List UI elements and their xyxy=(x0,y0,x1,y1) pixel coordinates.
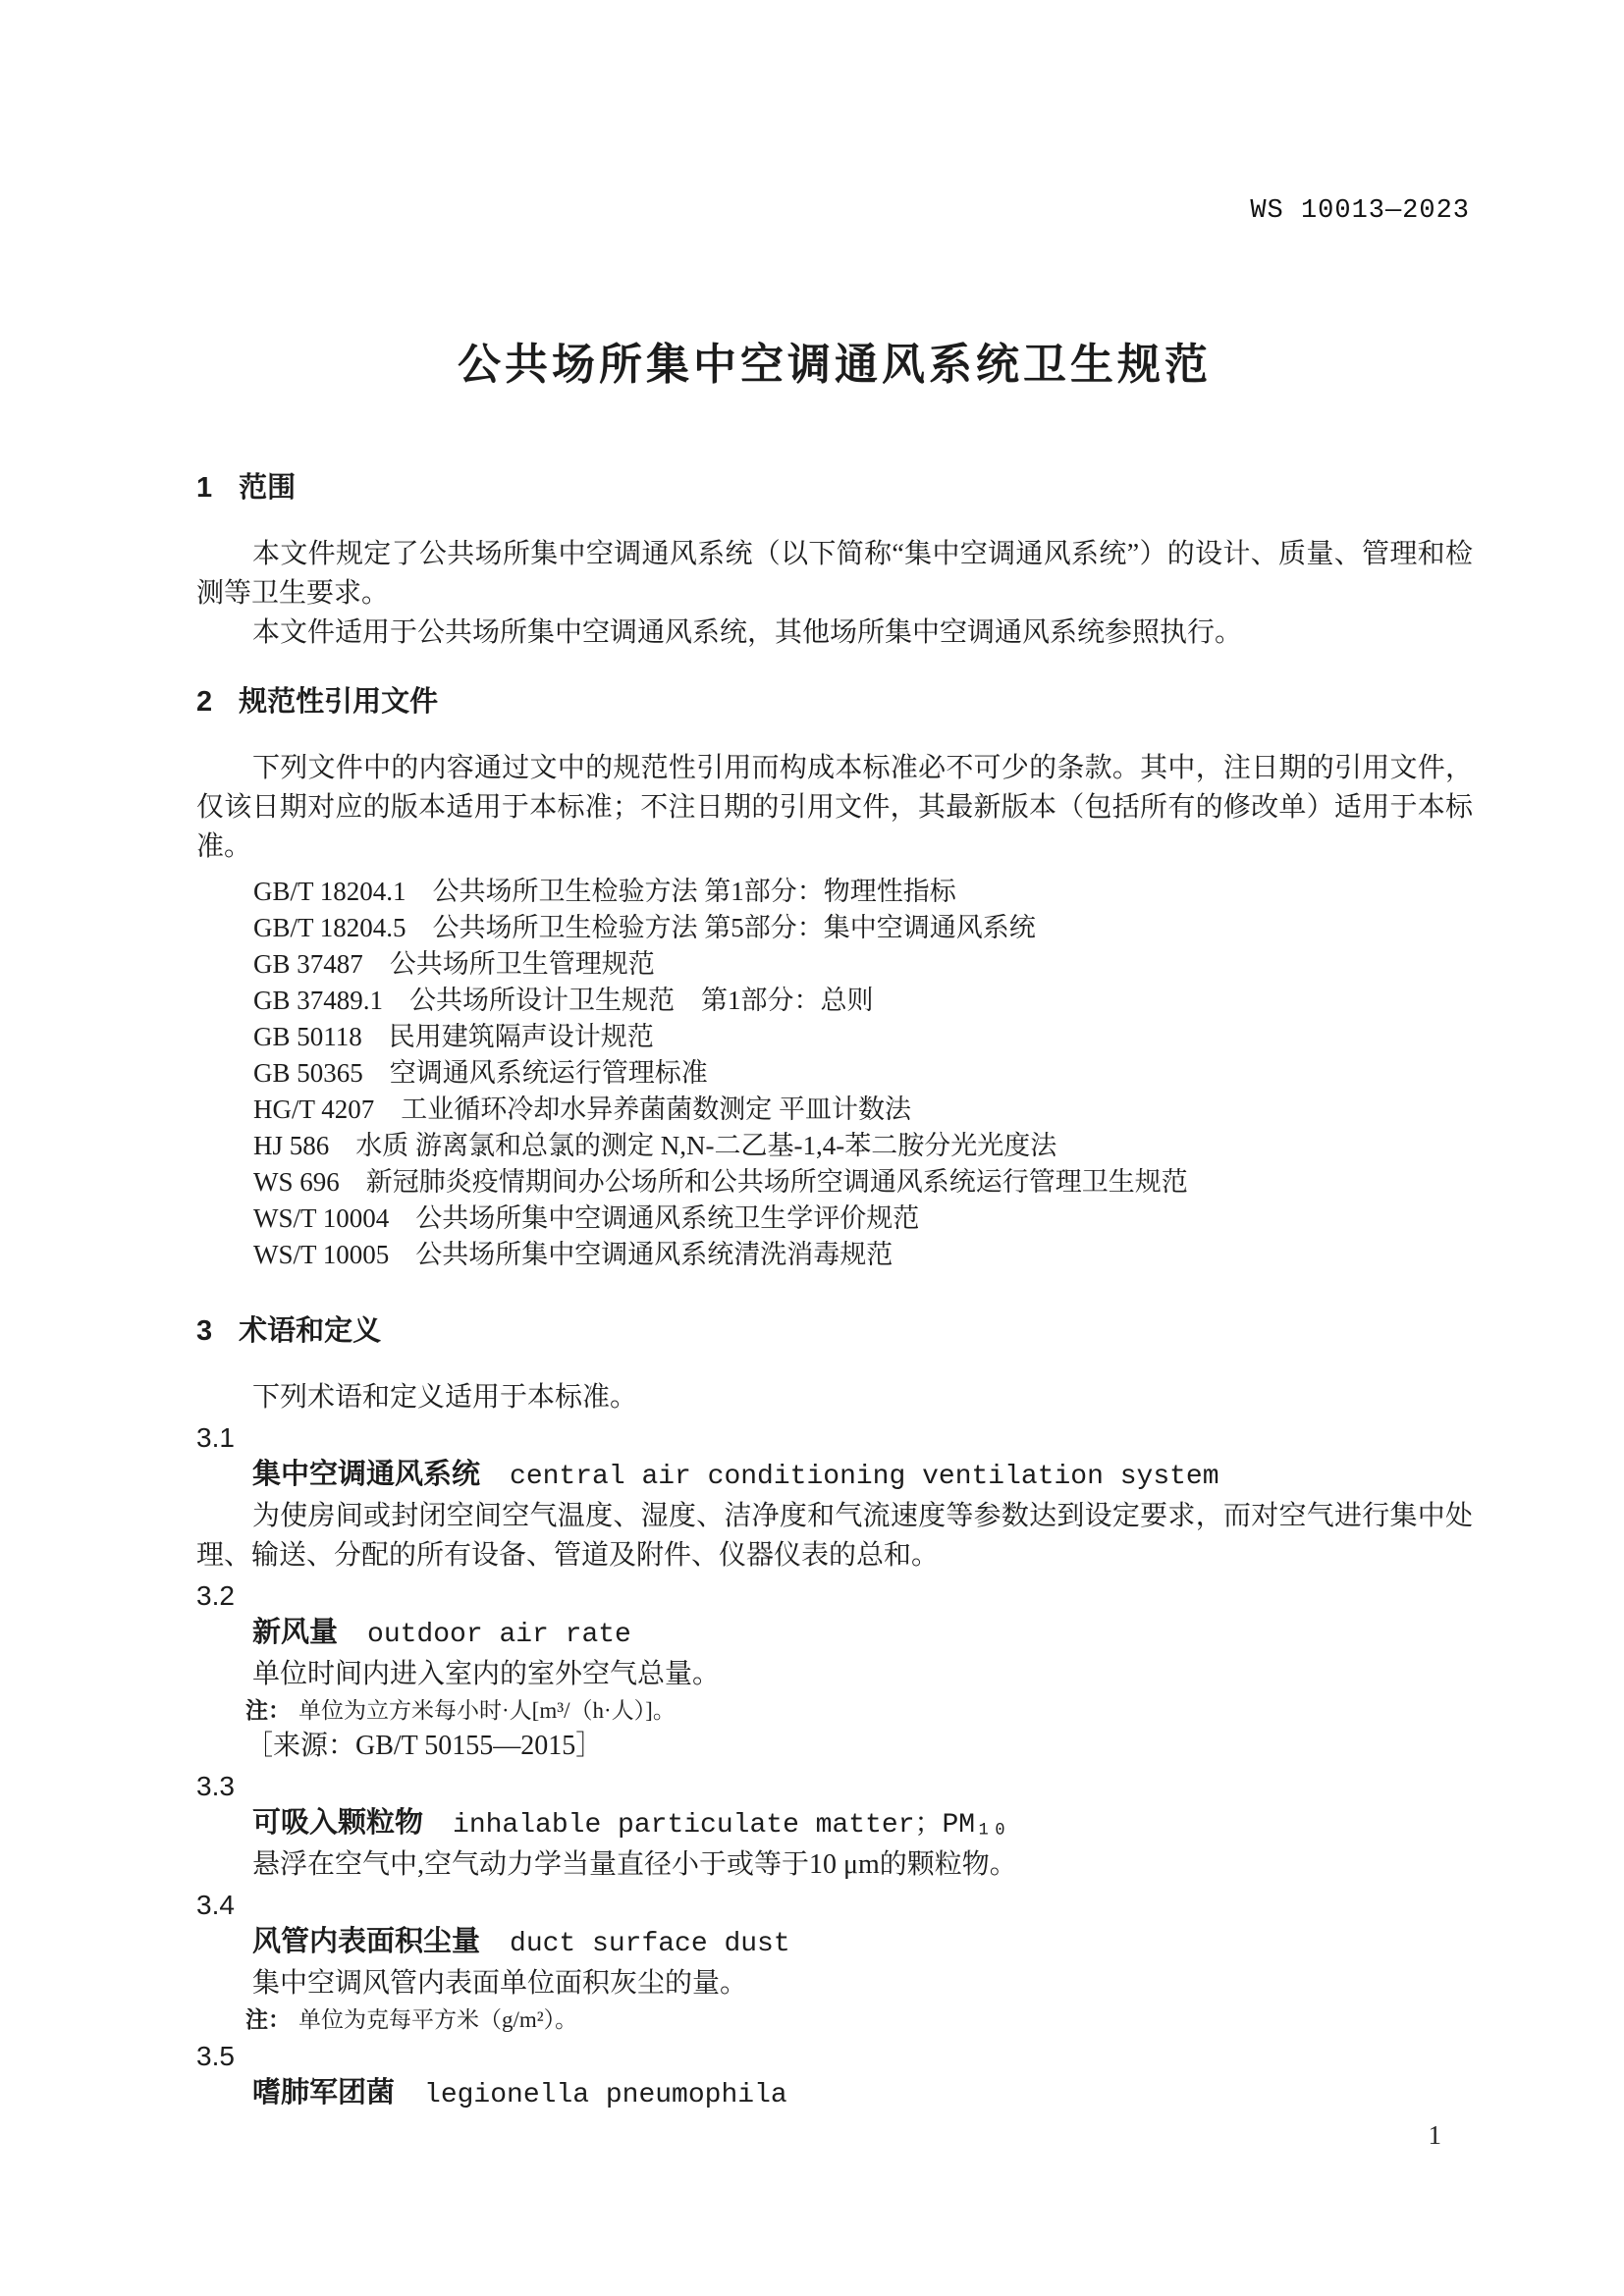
standard-code: WS 10013—2023 xyxy=(1250,196,1470,226)
term-source: ［来源：GB/T 50155—2015］ xyxy=(245,1731,604,1761)
reference-item xyxy=(253,1019,1473,1055)
reference-item xyxy=(253,1055,1473,1092)
reference-item xyxy=(253,946,1473,983)
term-head xyxy=(196,1922,1473,1964)
section-1-heading-text: 范围 xyxy=(239,472,297,504)
term-head xyxy=(196,1613,1473,1655)
term-name-zh: 集中空调通风系统 xyxy=(252,1459,481,1490)
section-1-heading xyxy=(196,471,1473,505)
note-text: 单位为克每平方米（g/m²）。 xyxy=(298,2007,578,2032)
term-name-zh: 新风量 xyxy=(252,1617,339,1648)
term-entry xyxy=(196,1578,1473,1766)
term-number: 3.3 xyxy=(196,1771,235,1801)
reference-item xyxy=(253,983,1473,1019)
reference-code: GB 37487 xyxy=(253,949,363,979)
page-number: 1 xyxy=(1428,2120,1441,2150)
term-entry xyxy=(196,1769,1473,1885)
reference-item xyxy=(253,1201,1473,1237)
references-list xyxy=(196,874,1473,1273)
reference-title: 民用建筑隔声设计规范 xyxy=(388,1022,654,1051)
term-entry xyxy=(196,2039,1473,2115)
section-1-paragraph-2: 本文件适用于公共场所集中空调通风系统，其他场所集中空调通风系统参照执行。 xyxy=(252,617,1243,648)
reference-title: 公共场所卫生检验方法 第5部分：集中空调通风系统 xyxy=(432,913,1036,942)
reference-item xyxy=(253,1164,1473,1201)
reference-title: 空调通风系统运行管理标准 xyxy=(389,1058,708,1088)
term-head xyxy=(196,1803,1473,1845)
reference-title: 新冠肺炎疫情期间办公场所和公共场所空调通风系统运行管理卫生规范 xyxy=(365,1167,1188,1197)
term-name-en: legionella pneumophila xyxy=(424,2080,787,2110)
section-3-number: 3 xyxy=(196,1315,213,1347)
reference-title: 公共场所卫生检验方法 第1部分：物理性指标 xyxy=(432,877,956,906)
term-name-en: inhalable particulate matter；PM₁₀ xyxy=(453,1810,1008,1841)
section-2-intro: 下列文件中的内容通过文中的规范性引用而构成本标准必不可少的条款。其中，注日期的引用文件，仅该日期对应的版本适用于本标准；不注日期的引用文件，其最新版本（包括所有的修改单）适用于本标准。 xyxy=(196,753,1473,862)
term-definition: 悬浮在空气中,空气动力学当量直径小于或等于10 μm的颗粒物。 xyxy=(252,1849,1017,1880)
note-label: 注： xyxy=(245,1697,291,1723)
section-3-heading-text: 术语和定义 xyxy=(239,1315,382,1347)
terms-list xyxy=(196,1420,1473,2115)
section-1-paragraph-1: 本文件规定了公共场所集中空调通风系统（以下简称“集中空调通风系统”）的设计、质量、管理和检测等卫生要求。 xyxy=(196,539,1473,609)
reference-title: 公共场所设计卫生规范 第1部分：总则 xyxy=(409,986,874,1015)
reference-code: WS/T 10004 xyxy=(253,1203,390,1233)
reference-code: WS 696 xyxy=(253,1167,340,1197)
term-number: 3.4 xyxy=(196,1890,235,1920)
reference-item xyxy=(253,1237,1473,1273)
term-name-en: duct surface dust xyxy=(510,1929,790,1959)
reference-code: GB/T 18204.1 xyxy=(253,877,406,906)
document-title: 公共场所集中空调通风系统卫生规范 xyxy=(458,341,1212,389)
term-head xyxy=(196,1455,1473,1497)
reference-title: 公共场所集中空调通风系统清洗消毒规范 xyxy=(415,1240,893,1269)
reference-title: 公共场所卫生管理规范 xyxy=(389,949,655,979)
term-number: 3.5 xyxy=(196,2041,235,2071)
note-text: 单位为立方米每小时·人[m³/（h·人）]。 xyxy=(298,1698,676,1723)
note-label: 注： xyxy=(245,2006,291,2032)
term-definition: 为使房间或封闭空间空气温度、湿度、洁净度和气流速度等参数达到设定要求，而对空气进行集中处理、输送、分配的所有设备、管道及附件、仪器仪表的总和。 xyxy=(196,1501,1473,1571)
section-3-heading xyxy=(196,1314,1473,1348)
term-note xyxy=(196,1694,1473,1727)
reference-code: GB 50365 xyxy=(253,1058,363,1088)
reference-item xyxy=(253,1128,1473,1164)
reference-item xyxy=(253,874,1473,910)
term-number: 3.1 xyxy=(196,1422,235,1453)
term-entry xyxy=(196,1420,1473,1575)
reference-code: GB 50118 xyxy=(253,1022,362,1051)
term-definition: 集中空调风管内表面单位面积灰尘的量。 xyxy=(252,1968,748,1999)
term-name-zh: 风管内表面积尘量 xyxy=(252,1926,481,1957)
term-name-zh: 可吸入颗粒物 xyxy=(252,1807,424,1839)
reference-code: GB 37489.1 xyxy=(253,986,384,1015)
section-3-intro: 下列术语和定义适用于本标准。 xyxy=(252,1382,638,1413)
term-definition: 单位时间内进入室内的室外空气总量。 xyxy=(252,1659,721,1689)
reference-title: 工业循环冷却水异养菌菌数测定 平皿计数法 xyxy=(401,1095,912,1124)
term-head xyxy=(196,2073,1473,2115)
reference-title: 公共场所集中空调通风系统卫生学评价规范 xyxy=(415,1203,920,1233)
section-2-heading xyxy=(196,685,1473,719)
term-name-zh: 嗜肺军团菌 xyxy=(252,2077,396,2109)
term-name-en: outdoor air rate xyxy=(367,1620,631,1650)
term-note xyxy=(196,2003,1473,2036)
section-2-heading-text: 规范性引用文件 xyxy=(239,686,439,718)
term-number: 3.2 xyxy=(196,1580,235,1611)
reference-title: 水质 游离氯和总氯的测定 N,N-二乙基-1,4-苯二胺分光光度法 xyxy=(355,1131,1057,1160)
reference-code: HJ 586 xyxy=(253,1131,330,1160)
section-2-number: 2 xyxy=(196,686,213,718)
reference-code: GB/T 18204.5 xyxy=(253,913,406,942)
term-entry xyxy=(196,1888,1473,2036)
reference-code: HG/T 4207 xyxy=(253,1095,375,1124)
reference-item xyxy=(253,910,1473,946)
term-name-en: central air conditioning ventilation system xyxy=(510,1462,1219,1492)
reference-item xyxy=(253,1092,1473,1128)
section-1-number: 1 xyxy=(196,472,213,504)
reference-code: WS/T 10005 xyxy=(253,1240,390,1269)
